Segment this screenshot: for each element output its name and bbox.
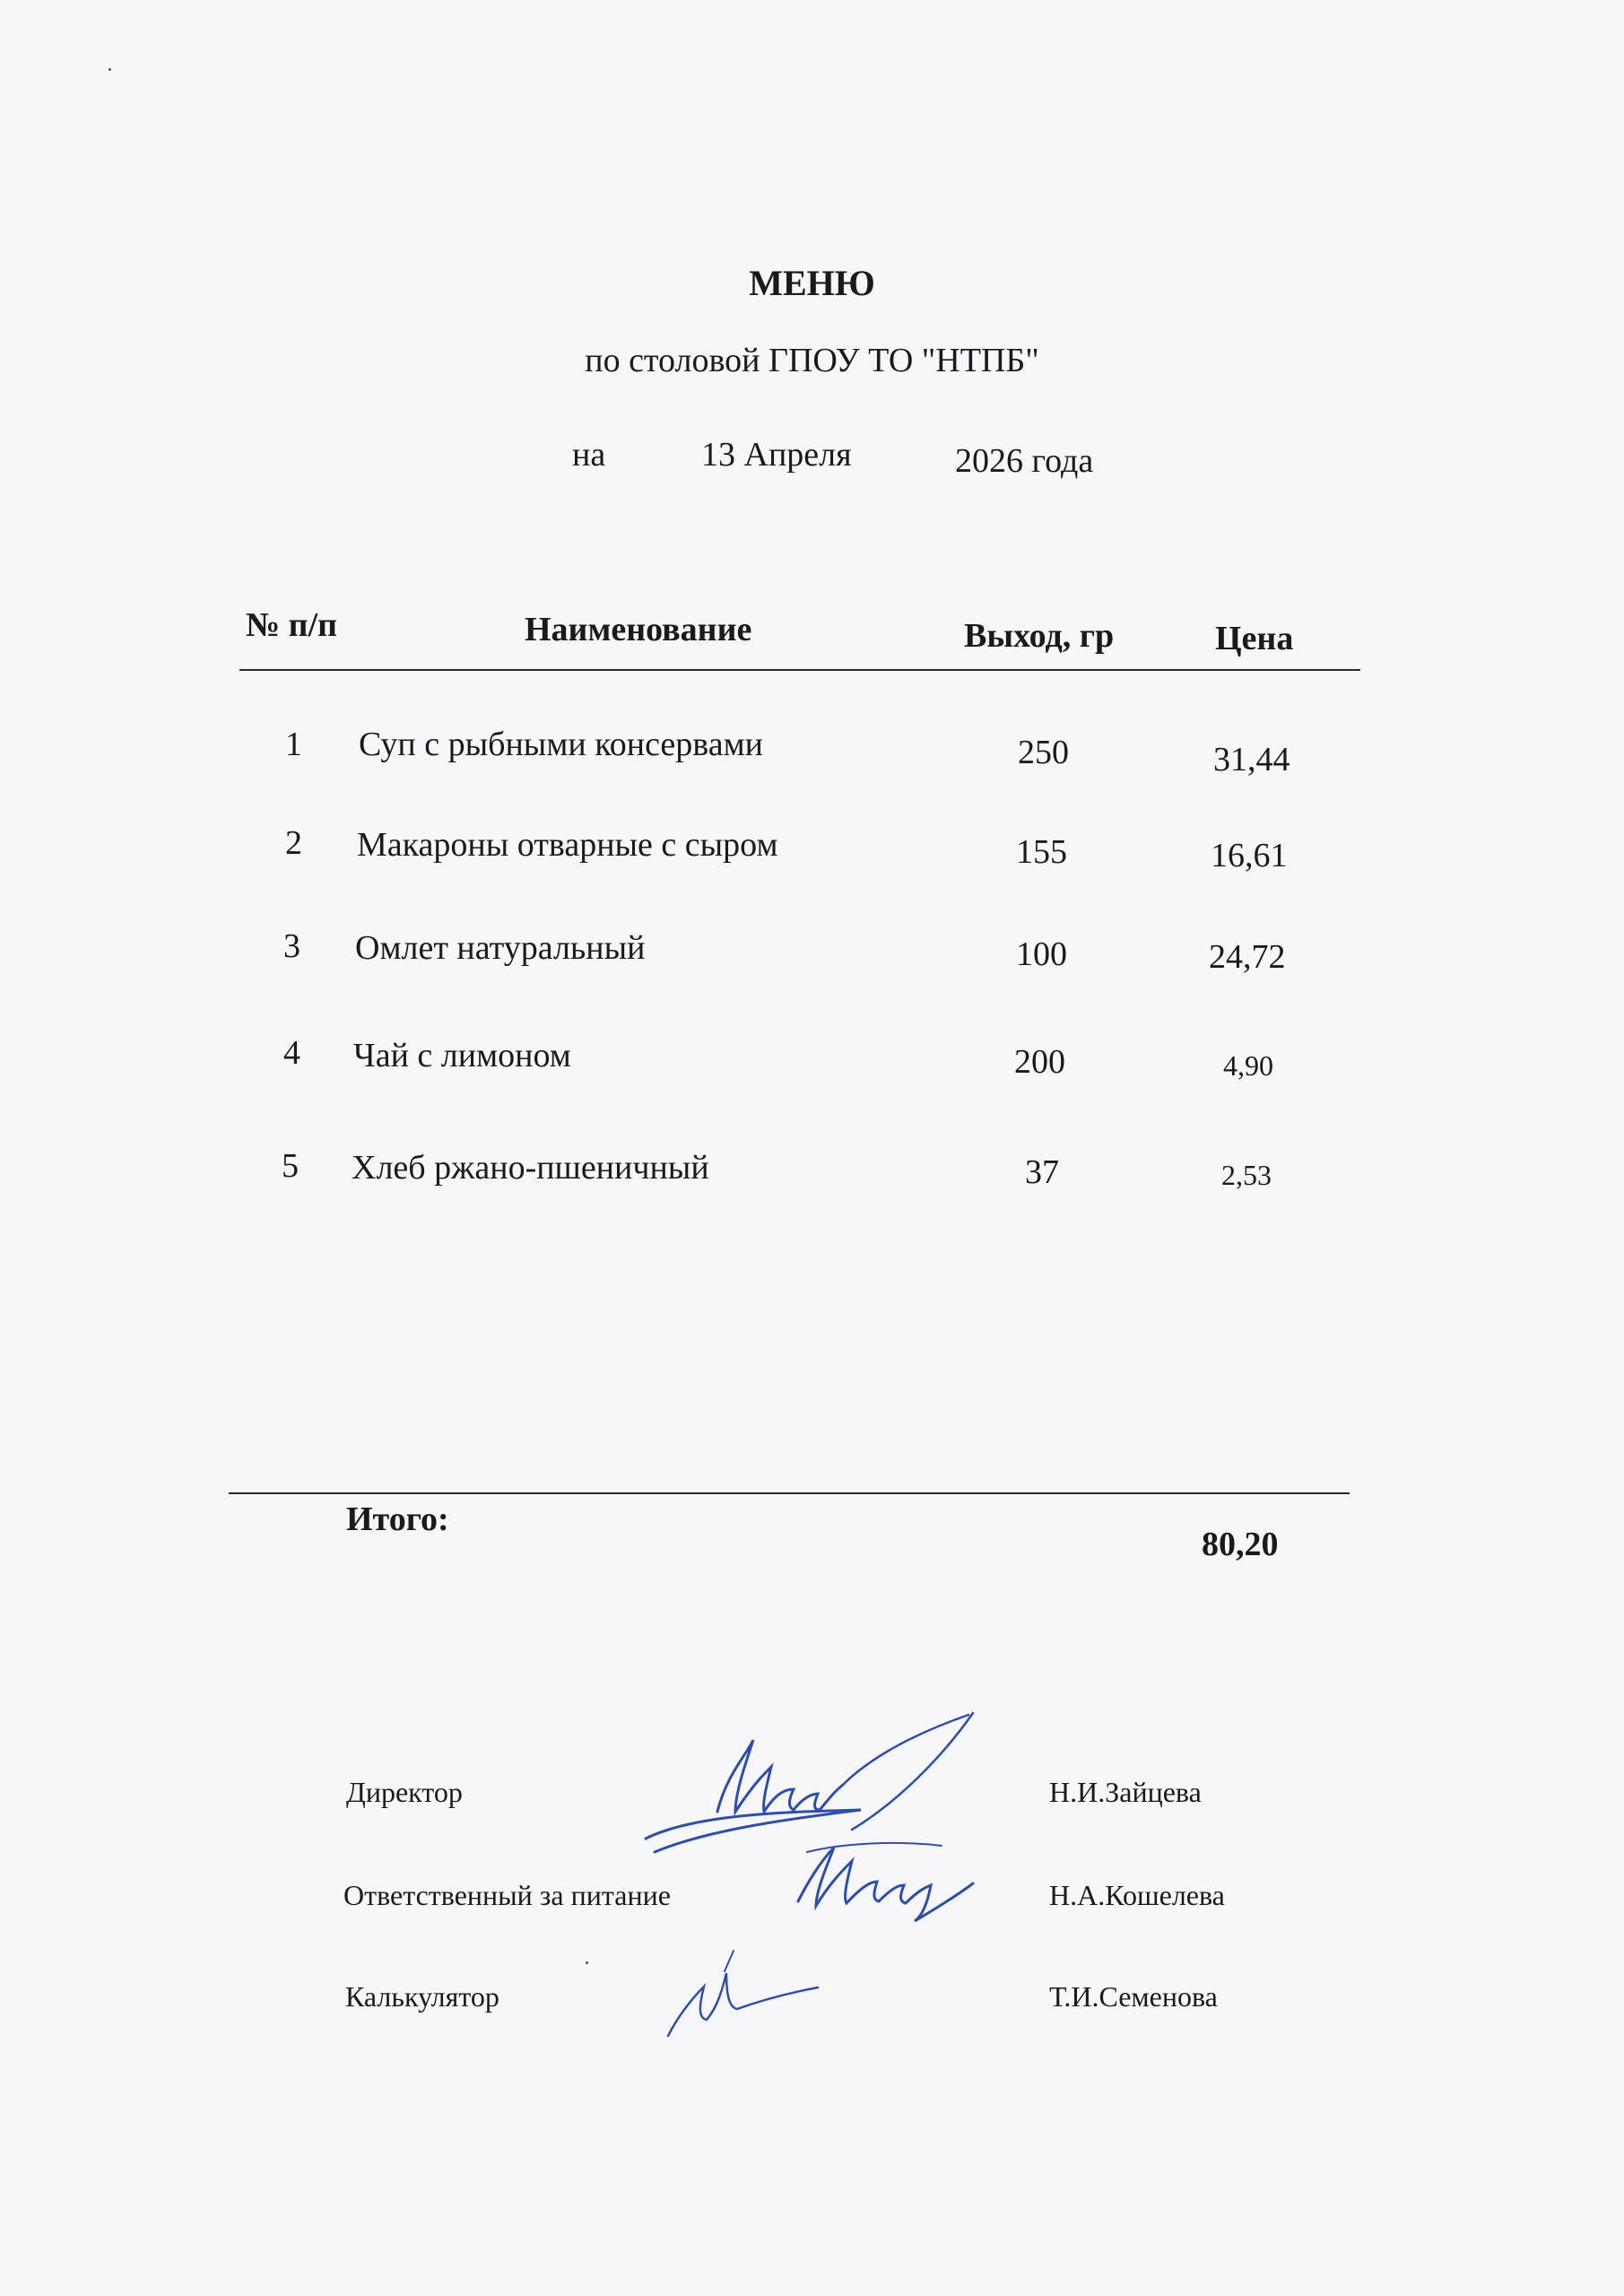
row-weight: 250 <box>1018 734 1069 771</box>
date-prefix: на <box>572 436 606 474</box>
signature-role: Калькулятор <box>345 1980 499 2013</box>
row-number: 3 <box>283 927 300 965</box>
row-price: 16,61 <box>1211 837 1288 874</box>
row-price: 2,53 <box>1221 1159 1272 1191</box>
scan-speck <box>586 1961 588 1964</box>
row-price: 24,72 <box>1209 938 1286 976</box>
row-name: Омлет натуральный <box>355 929 646 967</box>
signature-role: Директор <box>346 1776 463 1808</box>
date-day: 13 Апреля <box>701 436 852 474</box>
signature-role: Ответственный за питание <box>343 1879 671 1911</box>
row-name: Чай с лимоном <box>353 1037 571 1074</box>
header-rule <box>239 669 1360 671</box>
header-price: Цена <box>1215 620 1294 657</box>
signatory-name: Т.И.Семенова <box>1049 1980 1218 2013</box>
row-number: 5 <box>282 1147 299 1185</box>
row-price: 4,90 <box>1223 1049 1273 1082</box>
signatory-name: Н.И.Зайцева <box>1049 1776 1202 1808</box>
total-label: Итого: <box>346 1500 449 1538</box>
row-number: 2 <box>285 824 302 862</box>
calculator-signature <box>664 1946 825 2045</box>
row-weight: 155 <box>1016 833 1067 871</box>
header-number: № п/п <box>246 606 338 644</box>
signatory-name: Н.А.Кошелева <box>1049 1879 1225 1911</box>
row-weight: 37 <box>1025 1153 1059 1191</box>
row-number: 4 <box>283 1034 300 1072</box>
header-weight: Выход, гр <box>964 617 1115 655</box>
date-year: 2026 года <box>955 442 1094 480</box>
total-value: 80,20 <box>1202 1526 1279 1563</box>
row-weight: 200 <box>1014 1043 1065 1081</box>
row-name: Макароны отварные с сыром <box>357 826 778 864</box>
row-name: Суп с рыбными консервами <box>359 726 763 763</box>
row-weight: 100 <box>1016 935 1067 973</box>
row-price: 31,44 <box>1213 741 1290 778</box>
row-name: Хлеб ржано-пшеничный <box>352 1149 709 1187</box>
canteen-subtitle: по столовой ГПОУ ТО "НТПБ" <box>585 342 1039 379</box>
scan-speck <box>109 68 111 71</box>
header-name: Наименование <box>525 611 752 648</box>
total-rule <box>229 1492 1350 1494</box>
responsible-signature <box>789 1830 986 1928</box>
row-number: 1 <box>285 726 302 763</box>
menu-title: МЕНЮ <box>749 263 875 303</box>
